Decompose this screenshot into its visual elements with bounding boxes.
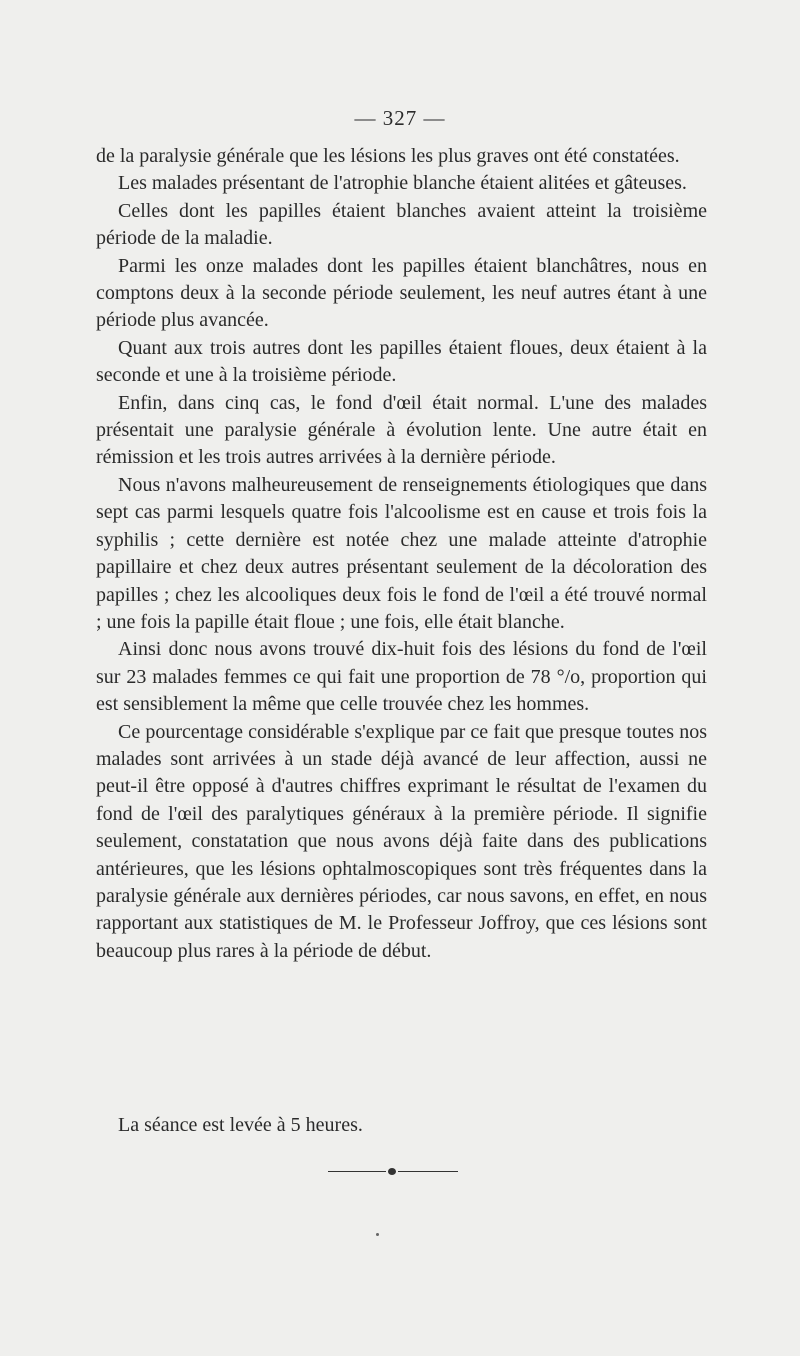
paragraph: Quant aux trois autres dont les papilles étaient floues, deux étaient à la seconde et une à la troisième période. (96, 336, 707, 387)
print-speck (376, 1233, 379, 1236)
page-number: — 327 — (354, 106, 446, 130)
section-divider (328, 1166, 458, 1178)
paragraph: Celles dont les papilles étaient blanches avaient atteint la troisième période de la maladie. (96, 199, 707, 250)
body-text (96, 143, 707, 965)
divider-line-right (398, 1171, 458, 1172)
paragraph: Parmi les onze malades dont les papilles étaient blanchâtres, nous en comptons deux à la seconde période seulement, les neuf autres étant à une période plus avancée. (96, 254, 707, 332)
divider-dot (388, 1168, 396, 1175)
paragraph: Ce pourcentage considérable s'explique par ce fait que presque toutes nos malades sont arrivées à un stade déjà avancé de leur affection, aussi ne peut-il être opposé à d'autres chiffres exprimant le résultat de l'examen du fond de l'œil des paralytiques généraux à la première période. Il signifie seulement, constatation que nous avons déjà faite dans des publications antérieures, que les lésions ophtalmoscopiques sont très fréquentes dans la paralysie générale aux dernières périodes, car nous savons, en effet, en nous rapportant aux statistiques de M. le Professeur Joffroy, que ces lésions sont beaucoup plus rares à la période de début. (96, 720, 707, 962)
paragraph: Nous n'avons malheureusement de renseignements étiologiques que dans sept cas parmi lesquels quatre fois l'alcoolisme est en cause et trois fois la syphilis ; cette dernière est notée chez une malade atteinte d'atrophie papillaire et chez deux autres présentant seulement de la décoloration des papilles ; chez les alcooliques deux fois le fond de l'œil a été trouvé normal ; une fois la papille était floue ; une fois, elle était blanche. (96, 473, 707, 633)
divider-line-left (328, 1171, 386, 1172)
closing-line: La séance est levée à 5 heures. (118, 1114, 363, 1136)
paragraph: Les malades présentant de l'atrophie blanche étaient alitées et gâteuses. (118, 172, 687, 195)
paragraph: Ainsi donc nous avons trouvé dix-huit fois des lésions du fond de l'œil sur 23 malades femmes ce qui fait une proportion de 78 °/o, proportion qui est sensiblement la même que celle trouvée chez les hommes. (96, 638, 707, 716)
paragraph: Enfin, dans cinq cas, le fond d'œil était normal. L'une des malades présentait une paralysie générale à évolution lente. Une autre était en rémission et les trois autres arrivées à la dernière période. (96, 391, 707, 469)
paragraph: de la paralysie générale que les lésions les plus graves ont été constatées. (96, 145, 680, 167)
